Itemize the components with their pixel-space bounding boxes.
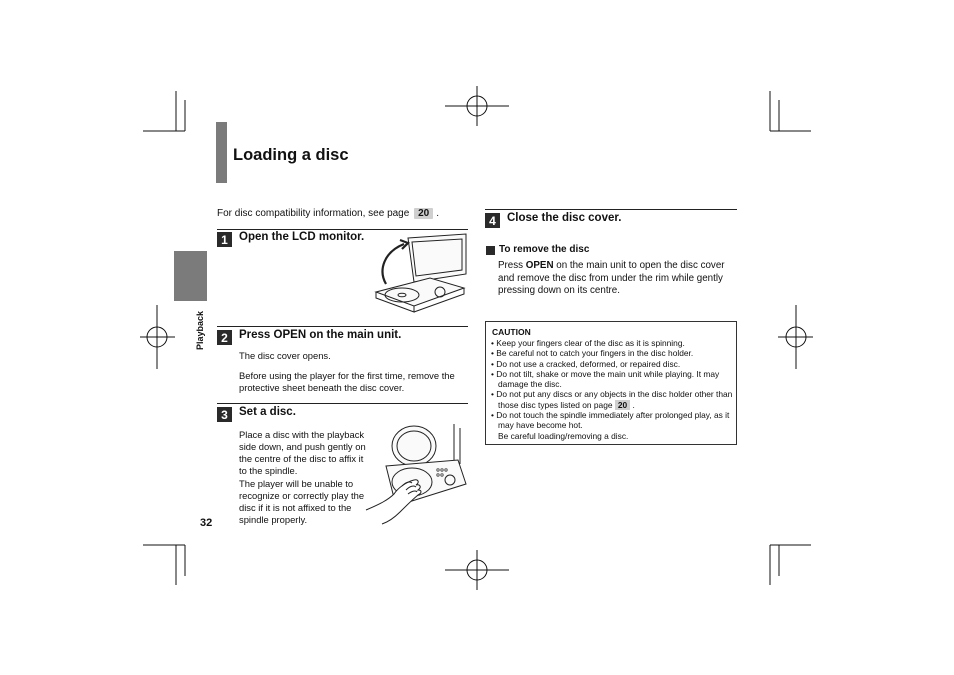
page-title: Loading a disc [233, 146, 349, 164]
caution-item: • Keep your fingers clear of the disc as it is spinning. [491, 338, 733, 348]
caution-title: CAUTION [492, 327, 531, 337]
step-number: 1 [217, 232, 232, 247]
step-divider [217, 403, 468, 404]
step-number: 2 [217, 330, 232, 345]
step-title: Set a disc. [239, 406, 296, 418]
step-divider [217, 229, 468, 230]
caution-note: Be careful loading/removing a disc. [498, 430, 629, 441]
page-number: 32 [200, 517, 213, 529]
square-bullet-icon [486, 246, 495, 255]
step-paragraph: The player will be unable to recognize or correctly play the disc if it is not affixed to the spindle properly. [239, 478, 365, 525]
caution-list [491, 338, 733, 441]
step-paragraph: The disc cover opens. [239, 350, 331, 361]
remove-disc-text: Press OPEN on the main unit to open the disc cover and remove the disc from under the rim while gently pressing down on its centre. [498, 260, 725, 296]
lcd-open-illustration [370, 232, 470, 324]
caution-item: • Do not use a cracked, deformed, or repaired disc. [491, 359, 733, 369]
section-label: Playback [195, 310, 205, 350]
caution-box [485, 321, 737, 445]
step-title: Close the disc cover. [507, 212, 622, 224]
page-ref-badge[interactable]: 20 [414, 208, 433, 219]
page-ref-badge[interactable]: 20 [615, 400, 630, 410]
intro-text: For disc compatibility information, see page 20 . [217, 208, 439, 219]
caution-item: • Be careful not to catch your fingers in the disc holder. [491, 348, 733, 358]
step-title: Open the LCD monitor. [239, 231, 365, 243]
step-paragraph: Before using the player for the first time, remove the protective sheet beneath the disc cover. [239, 370, 455, 393]
remove-disc-heading: To remove the disc [499, 244, 590, 255]
step-number: 3 [217, 407, 232, 422]
step-divider [485, 209, 737, 210]
caution-item: • Do not tilt, shake or move the main unit while playing. It may damage the disc. [491, 369, 733, 390]
step-paragraph: Place a disc with the playback side down, and push gently on the centre of the disc to affix it to the spindle. [239, 429, 366, 476]
step-divider [217, 326, 468, 327]
step-title: Press OPEN on the main unit. [239, 329, 402, 341]
step-number: 4 [485, 213, 500, 228]
disc-insert-illustration [362, 420, 470, 526]
caution-item: • Do not touch the spindle immediately after prolonged play, as it may have become hot. [491, 410, 733, 431]
title-accent-bar [216, 122, 227, 183]
section-tab [174, 251, 207, 301]
caution-item: • Do not put any discs or any objects in the disc holder other than those disc types listed on page 20 . [491, 389, 733, 410]
